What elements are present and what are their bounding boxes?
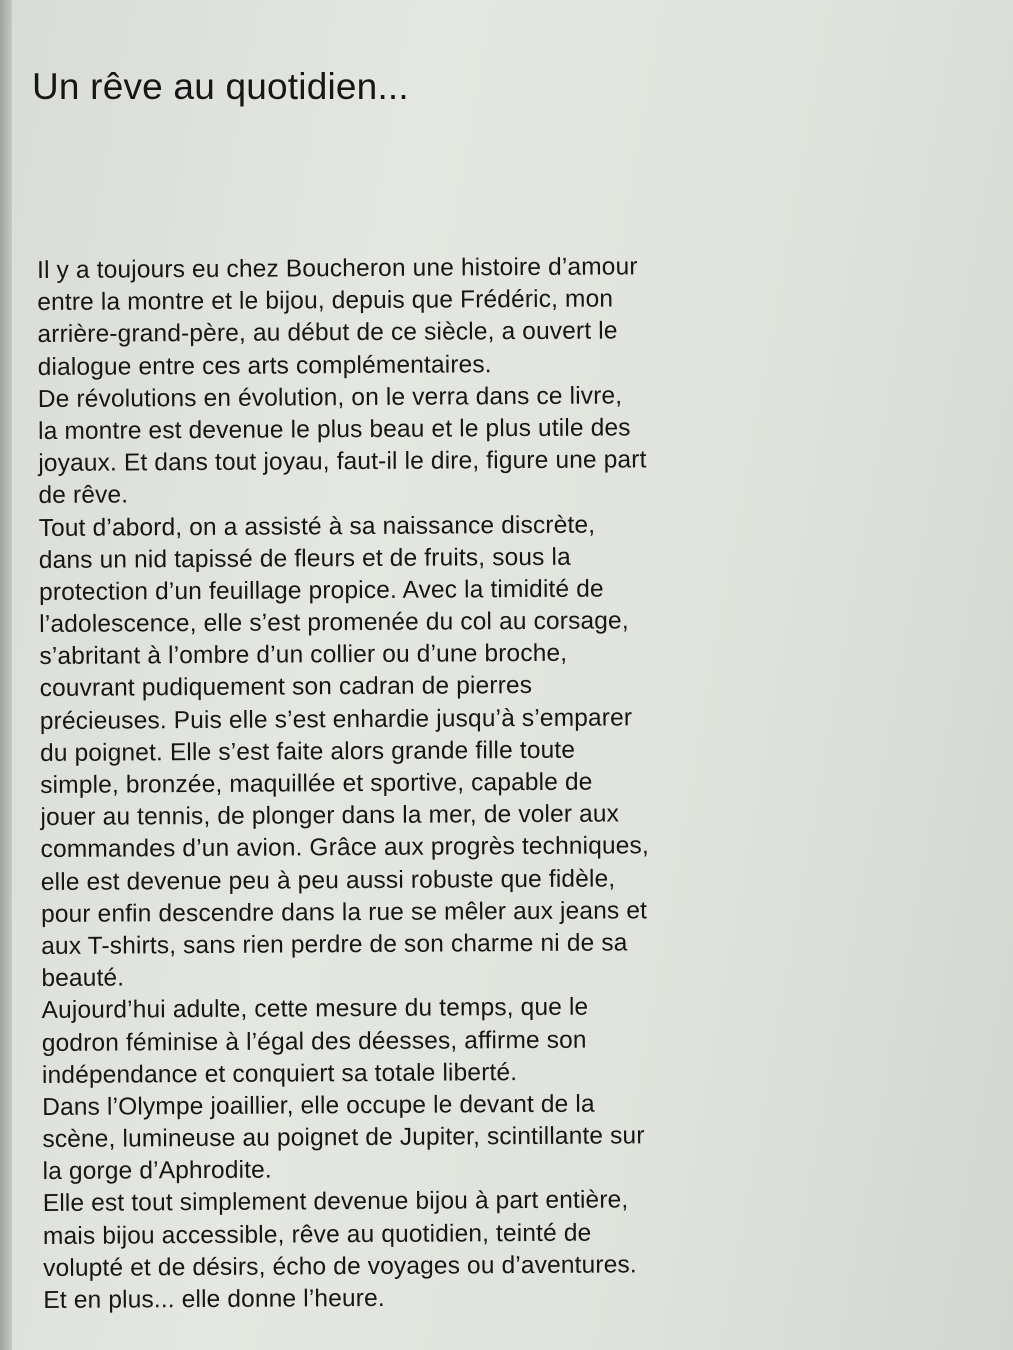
text-line: mais bijou accessible, rêve au quotidien, teinté de — [42, 1219, 592, 1250]
page-title: Un rêve au quotidien... — [32, 66, 409, 107]
text-line: couvrant pudiquement son cadran de pierres — [39, 672, 533, 703]
text-line: simple, bronzée, maquillée et sportive, capable de — [40, 768, 593, 799]
text-line: précieuses. Puis elle s’est enhardie jusqu’à s’emparer — [39, 703, 633, 735]
text-line: beauté. — [41, 964, 125, 993]
text-line: joyaux. Et dans tout joyau, faut-il le dire, figure une part — [38, 446, 647, 478]
text-line: arrière-grand-père, au début de ce siècle, a ouvert le — [37, 317, 618, 349]
text-line: pour enfin descendre dans la rue se mêler aux jeans et — [40, 897, 648, 928]
text-line: Il y a toujours eu chez Boucheron une histoire d’amour — [37, 253, 638, 284]
text-line: indépendance et conquiert sa totale liberté. — [41, 1058, 518, 1089]
text-line: volupté et de désirs, écho de voyages ou d’aventures. — [43, 1251, 637, 1282]
text-line: la gorge d’Aphrodite. — [42, 1156, 272, 1186]
text-line: commandes d’un avion. Grâce aux progrès techniques, — [40, 832, 649, 864]
page-edge-shadow — [0, 0, 12, 1350]
text-line: godron féminise à l’égal des déesses, affirme son — [41, 1026, 587, 1057]
text-line: De révolutions en évolution, on le verra dans ce livre, — [37, 382, 623, 413]
text-line: du poignet. Elle s’est faite alors grande fille toute — [39, 736, 576, 767]
text-line: s’abritant à l’ombre d’un collier ou d’une broche, — [39, 640, 568, 671]
text-line: protection d’un feuillage propice. Avec la timidité de — [38, 575, 604, 606]
text-line: elle est devenue peu à peu aussi robuste que fidèle, — [40, 865, 616, 896]
text-line: Aujourd’hui adulte, cette mesure du temps, que le — [41, 993, 589, 1025]
text-line: de rêve. — [38, 481, 129, 510]
text-line: dialogue entre ces arts complémentaires. — [37, 350, 492, 381]
text-line: Tout d’abord, on a assisté à sa naissance discrète, — [38, 511, 596, 542]
text-line: l’adolescence, elle s’est promenée du col au corsage, — [39, 607, 629, 639]
body-text — [37, 251, 743, 1317]
text-line: jouer au tennis, de plonger dans la mer, de voler aux — [40, 800, 620, 832]
text-line: scène, lumineuse au poignet de Jupiter, scintillante sur — [42, 1122, 645, 1154]
text-line: Elle est tout simplement devenue bijou à part entière, — [42, 1186, 629, 1218]
text-line: Dans l’Olympe joaillier, elle occupe le devant de la — [42, 1090, 595, 1121]
text-line: entre la montre et le bijou, depuis que Frédéric, mon — [37, 285, 614, 317]
text-line: aux T-shirts, sans rien perdre de son charme ni de sa — [41, 929, 628, 960]
text-line: dans un nid tapissé de fleurs et de fruits, sous la — [38, 543, 571, 574]
text-line: la montre est devenue le plus beau et le plus utile des — [37, 414, 631, 445]
text-line: Et en plus... elle donne l’heure. — [43, 1284, 385, 1314]
